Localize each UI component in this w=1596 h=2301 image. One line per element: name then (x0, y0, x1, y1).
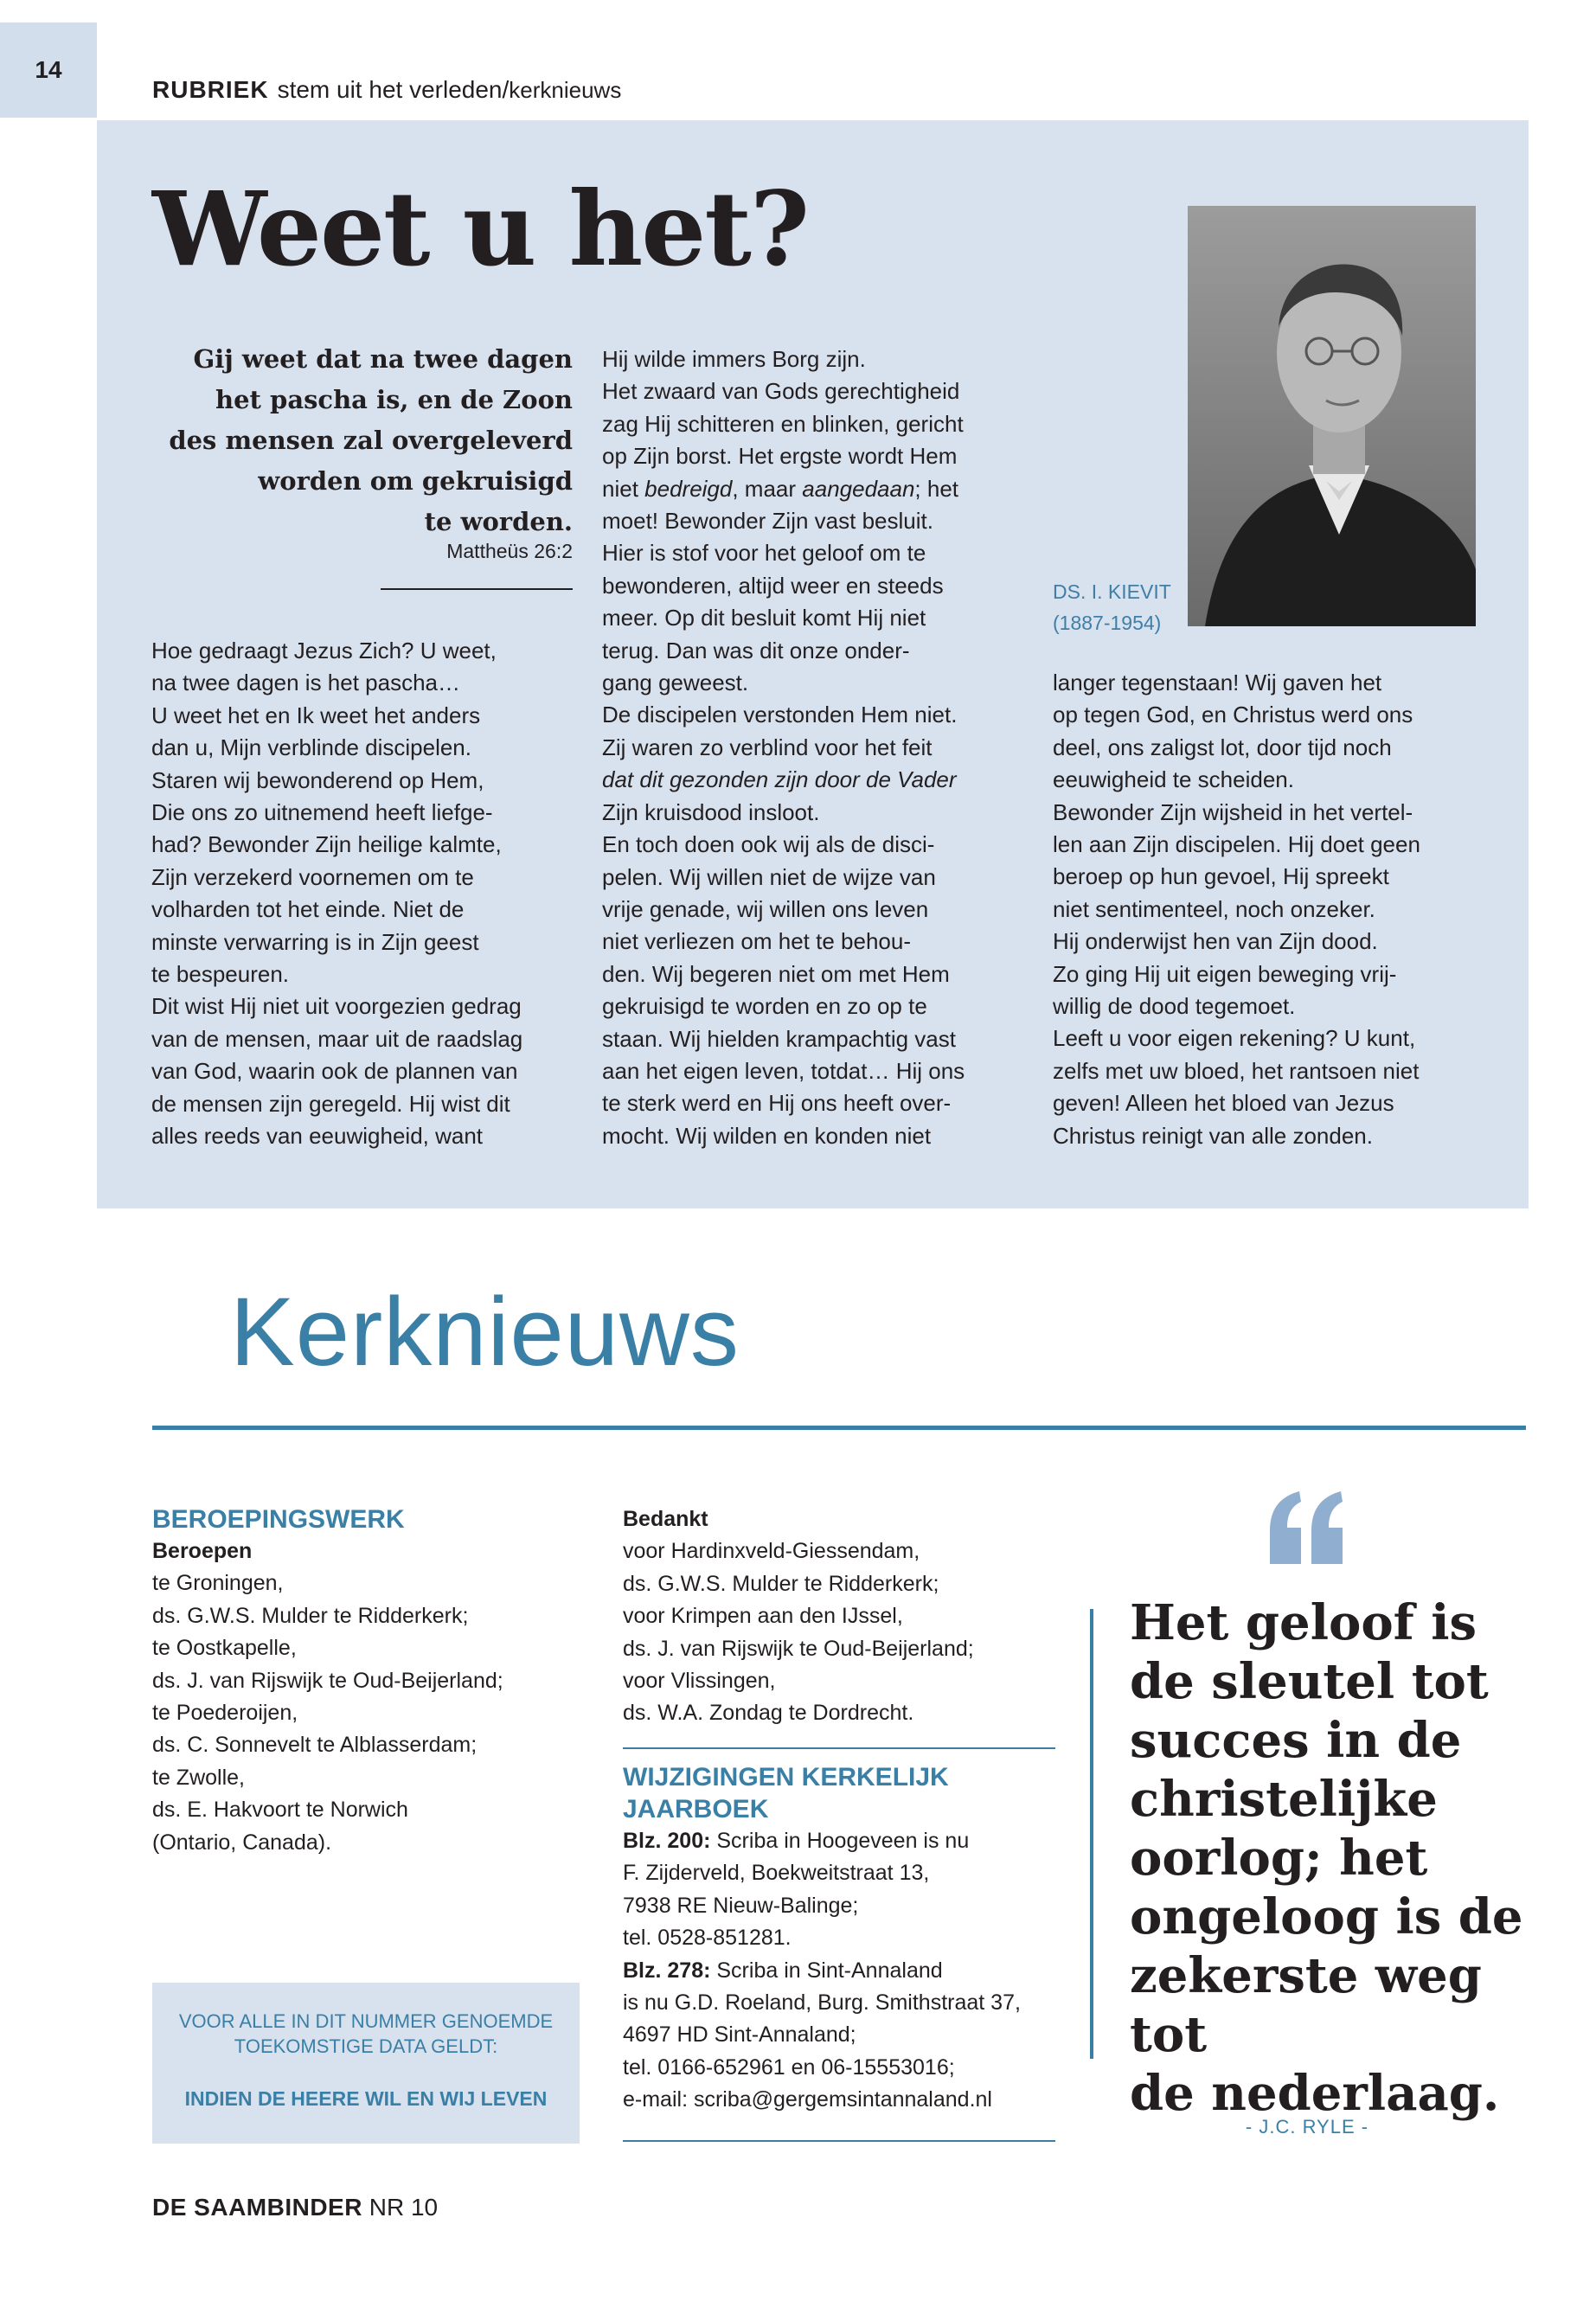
pull-quote-line: zekerste weg tot (1130, 1947, 1482, 2063)
notice-line-1: VOOR ALLE IN DIT NUMMER GENOEMDE (178, 2010, 554, 2032)
article-line: len aan Zijn discipelen. Hij doet geen (1053, 831, 1420, 858)
page-number: 14 (0, 22, 97, 118)
article-line: Die ons zo uitnemend heeft liefge- (151, 799, 493, 826)
article-line: zag Hij schitteren en blinken, gericht (602, 410, 964, 437)
article-line: langer tegenstaan! Wij gaven het (1053, 670, 1382, 695)
issue-number: NR 10 (362, 2194, 439, 2221)
list-item: te Zwolle, (152, 1765, 245, 1790)
list-item: te Poederoijen, (152, 1701, 298, 1726)
bible-quote-line: worden om gekruisigd (258, 466, 573, 496)
article-column-2 (602, 343, 1035, 1152)
article-line: staan. Wij hielden krampachtig vast (602, 1025, 956, 1052)
rubric-main: stem uit het verleden/ (277, 76, 510, 103)
kerknieuws-divider (152, 1426, 1526, 1430)
list-item: ds. G.W.S. Mulder te Ridderkerk; (623, 1571, 939, 1596)
article-line: volharden tot het einde. Niet de (151, 896, 465, 923)
jaarboek-entry-1 (623, 1825, 1073, 1857)
pull-quote-line: christelijke (1130, 1771, 1438, 1828)
entry-text: Scriba in Hoogeveen is nu (710, 1829, 970, 1853)
article-column-3 (1053, 667, 1503, 1152)
list-item: ds. E. Hakvoort te Norwich (152, 1798, 408, 1823)
quote-mark-icon (1263, 1490, 1348, 1564)
article-line (602, 473, 1035, 505)
article-line: U weet het en Ik weet het anders (151, 702, 481, 728)
bible-quote (152, 339, 573, 542)
rubric-sub: kerknieuws (509, 77, 622, 103)
article-line: na twee dagen is het pascha… (151, 670, 461, 696)
article-line: geven! Alleen het bloed van Jezus (1053, 1090, 1394, 1117)
photo-caption-name: DS. I. KIEVIT (1053, 580, 1171, 603)
bible-quote-line: te worden. (424, 507, 573, 536)
publication-name: DE SAAMBINDER (152, 2194, 362, 2221)
pull-quote-line: Het geloof is (1130, 1594, 1477, 1651)
jaarboek-section (623, 1761, 1073, 2117)
emphasis-aangedaan: aangedaan (802, 475, 915, 502)
article-line: Zijn verzekerd voornemen om te (151, 863, 474, 890)
emphasis-line: dat dit gezonden zijn door de Vader (602, 766, 957, 793)
list-item: tel. 0166-652961 en 06-15553016; (623, 2054, 955, 2080)
article-line: niet verliezen om het te behou- (602, 928, 911, 955)
article-line: Christus reinigt van alle zonden. (1053, 1122, 1373, 1149)
bible-quote-reference: Mattheüs 26:2 (446, 540, 573, 562)
jaarboek-heading-1: WIJZIGINGEN KERKELIJK (623, 1763, 949, 1791)
article-line: Hij onderwijst hen van Zijn dood. (1053, 928, 1378, 955)
article-line: vrije genade, wij willen ons leven (602, 895, 929, 922)
article-line: De discipelen verstonden Hem niet. (602, 702, 958, 728)
list-item: voor Hardinxveld-Giessendam, (623, 1539, 920, 1564)
pull-quote-line: de sleutel tot (1130, 1653, 1489, 1710)
article-line: Hier is stof voor het geloof om te (602, 540, 926, 567)
article-line: op Zijn borst. Het ergste wordt Hem (602, 443, 958, 470)
pull-quote-line: succes in de (1130, 1712, 1462, 1769)
article-line: Zij waren zo verblind voor het feit (602, 734, 933, 760)
article-line: En toch doen ook wij als de disci- (602, 831, 935, 858)
entry-text: Scriba in Sint-Annaland (710, 1958, 943, 1983)
article-line: minste verwarring is in Zijn geest (151, 928, 479, 955)
article-title: Weet u het? (152, 169, 809, 289)
article-line: te bespeuren. (151, 961, 290, 988)
bible-quote-line: Gij weet dat na twee dagen (193, 344, 573, 374)
list-item: te Oostkapelle, (152, 1636, 297, 1661)
article-line: Het zwaard van Gods gerechtigheid (602, 378, 960, 405)
pull-quote-line: ongeloog is de (1130, 1888, 1523, 1945)
article-line: Leeft u voor eigen rekening? U kunt, (1053, 1025, 1416, 1052)
article-line: moet! Bewonder Zijn vast besluit. (602, 508, 933, 535)
article-line: alles reeds van eeuwigheid, want (151, 1123, 484, 1150)
pull-quote-author: - J.C. RYLE - (1245, 2116, 1369, 2138)
pull-quote-line: oorlog; het (1130, 1830, 1428, 1887)
pull-quote-line: de nederlaag. (1130, 2065, 1500, 2122)
footer (152, 2194, 438, 2221)
list-item: (Ontario, Canada). (152, 1830, 332, 1855)
article-line: had? Bewonder Zijn heilige kalmte, (151, 831, 502, 858)
beroepingswerk-heading: BEROEPINGSWERK (152, 1505, 405, 1534)
bedankt-heading: Bedankt (623, 1507, 708, 1531)
photo-caption (1053, 576, 1171, 638)
article-line: terug. Dan was dit onze onder- (602, 637, 910, 663)
article-line: aan het eigen leven, totdat… Hij ons (602, 1057, 965, 1084)
article-column-1 (151, 635, 584, 1153)
article-line: te sterk werd en Hij ons heeft over- (602, 1090, 952, 1117)
jaarboek-heading-2: JAARBOEK (623, 1795, 769, 1823)
list-item: te Groningen, (152, 1571, 284, 1596)
article-line: pelen. Wij willen niet de wijze van (602, 863, 936, 890)
list-item: is nu G.D. Roeland, Burg. Smithstraat 37, (623, 1990, 1021, 2016)
quote-mark-glyph (1263, 1490, 1348, 1564)
article-line: Zijn kruisdood insloot. (602, 798, 820, 825)
emphasis-bedreigd: bedreigd (644, 475, 733, 502)
article-line: gang geweest. (602, 670, 749, 696)
notice-box (152, 1983, 580, 2144)
article-line (602, 764, 1035, 796)
jaarboek-entry-2 (623, 1955, 1073, 1987)
text-run: ; het (914, 475, 959, 502)
article-line: bewonderen, altijd weer en steeds (602, 572, 944, 599)
article-line: Hij wilde immers Borg zijn. (602, 346, 866, 372)
list-item: 7938 RE Nieuw-Balinge; (623, 1893, 859, 1918)
list-item: ds. G.W.S. Mulder te Ridderkerk; (152, 1603, 469, 1628)
list-item: voor Krimpen aan den IJssel, (623, 1604, 903, 1629)
entry-label: Blz. 200: (623, 1829, 711, 1853)
article-line: Dit wist Hij niet uit voorgezien gedrag (151, 993, 522, 1020)
pull-quote (1130, 1593, 1536, 2123)
article-line: van de mensen, maar uit de raadslag (151, 1025, 523, 1052)
list-item: voor Vlissingen, (623, 1669, 776, 1694)
article-line: van God, waarin ook de plannen van (151, 1058, 518, 1085)
article-line: meer. Op dit besluit komt Hij niet (602, 605, 926, 631)
pull-quote-bar (1090, 1609, 1093, 2059)
article-line: willig de dood tegemoet. (1053, 993, 1296, 1020)
rubric-label: RUBRIEK (152, 76, 269, 103)
notice-line-3: INDIEN DE HEERE WIL EN WIJ LEVEN (184, 2087, 548, 2110)
photo-caption-years: (1887-1954) (1053, 612, 1162, 634)
beroepen-subheading: Beroepen (152, 1539, 253, 1563)
rubric-header (152, 76, 621, 104)
article-line: Zo ging Hij uit eigen beweging vrij- (1053, 960, 1397, 987)
article-line: de mensen zijn geregeld. Hij wist dit (151, 1090, 510, 1117)
article-line: zelfs met uw bloed, het rantsoen niet (1053, 1057, 1420, 1084)
bible-quote-line: des mensen zal overgeleverd (169, 426, 573, 455)
article-line: Hoe gedraagt Jezus Zich? U weet, (151, 638, 497, 663)
article-line: deel, ons zaligst lot, door tijd noch (1053, 734, 1392, 760)
list-item: F. Zijderveld, Boekweitstraat 13, (623, 1861, 930, 1886)
entry-label: Blz. 278: (623, 1958, 711, 1983)
text-run: niet (602, 475, 645, 502)
article-line: Staren wij bewonderend op Hem, (151, 766, 484, 793)
article-line: mocht. Wij wilden en konden niet (602, 1122, 932, 1149)
article-line: gekruisigd te worden en zo op te (602, 993, 927, 1020)
list-item: tel. 0528-851281. (623, 1926, 792, 1951)
portrait-photo (1188, 206, 1476, 626)
kerknieuws-title: Kerknieuws (230, 1278, 740, 1386)
quote-divider (381, 588, 573, 590)
section-divider (623, 1747, 1055, 1749)
list-item: ds. W.A. Zondag te Dordrecht. (623, 1701, 914, 1726)
list-item: ds. C. Sonnevelt te Alblasserdam; (152, 1733, 478, 1758)
beroepingswerk-section (152, 1503, 585, 1859)
bible-quote-line: het pascha is, en de Zoon (215, 385, 573, 414)
list-item: ds. J. van Rijswijk te Oud-Beijerland; (152, 1668, 503, 1693)
article-line: Bewonder Zijn wijsheid in het vertel- (1053, 798, 1413, 825)
notice-line-2: TOEKOMSTIGE DATA GELDT: (234, 2035, 498, 2057)
article-line: dan u, Mijn verblinde discipelen. (151, 734, 471, 761)
text-run: , maar (732, 475, 803, 502)
list-item: 4697 HD Sint-Annaland; (623, 2022, 856, 2048)
list-item: ds. J. van Rijswijk te Oud-Beijerland; (623, 1636, 974, 1661)
article-line: den. Wij begeren niet om met Hem (602, 960, 950, 987)
bedankt-section (623, 1503, 1055, 1730)
article-line: beroep op hun gevoel, Hij spreekt (1053, 863, 1389, 890)
article-line: niet sentimenteel, noch onzeker. (1053, 895, 1375, 922)
article-line: op tegen God, en Christus werd ons (1053, 702, 1413, 728)
article-line: eeuwigheid te scheiden. (1053, 766, 1294, 793)
portrait-illustration (1188, 206, 1476, 626)
section-divider (623, 2140, 1055, 2142)
email-text: e-mail: scriba@gergemsintannaland.nl (623, 2087, 992, 2112)
